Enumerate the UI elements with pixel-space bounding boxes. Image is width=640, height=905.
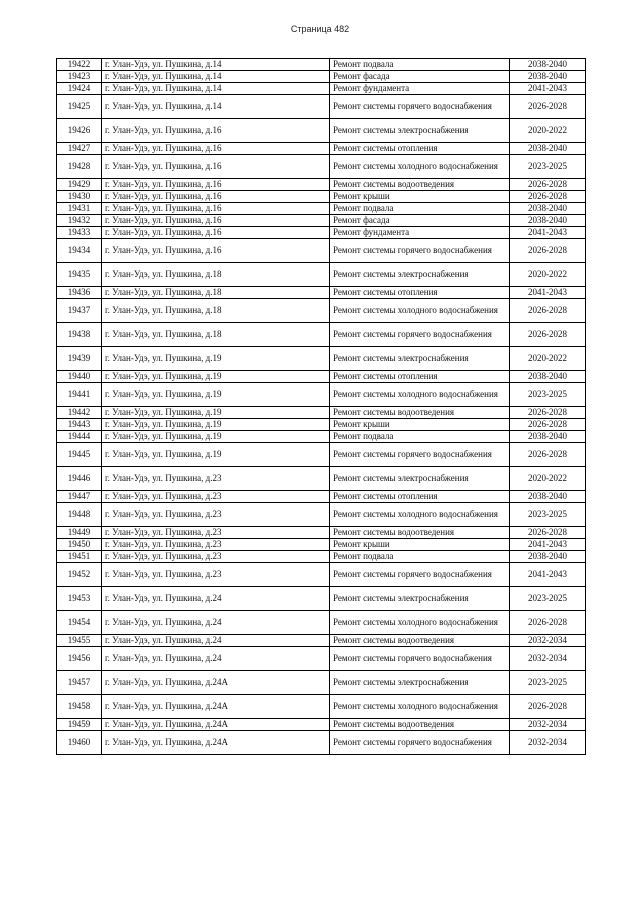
row-period: 2038-2040 [510, 431, 586, 443]
row-period: 2038-2040 [510, 203, 586, 215]
table-row [57, 719, 586, 731]
row-number: 19444 [57, 431, 102, 443]
row-period: 2020-2022 [510, 263, 586, 287]
table-row [57, 371, 586, 383]
row-number: 19435 [57, 263, 102, 287]
row-work-type: Ремонт подвала [330, 551, 510, 563]
row-work-type: Ремонт системы холодного водоснабжения [330, 611, 510, 635]
row-number: 19446 [57, 467, 102, 491]
row-work-type: Ремонт подвала [330, 203, 510, 215]
row-work-type: Ремонт крыши [330, 191, 510, 203]
row-work-type: Ремонт системы отопления [330, 371, 510, 383]
row-period: 2032-2034 [510, 635, 586, 647]
row-work-type: Ремонт фасада [330, 215, 510, 227]
row-address: г. Улан-Удэ, ул. Пушкина, д.18 [102, 323, 330, 347]
row-number: 19451 [57, 551, 102, 563]
row-period: 2026-2028 [510, 179, 586, 191]
row-number: 19454 [57, 611, 102, 635]
row-work-type: Ремонт системы горячего водоснабжения [330, 239, 510, 263]
table-row [57, 323, 586, 347]
row-address: г. Улан-Удэ, ул. Пушкина, д.18 [102, 263, 330, 287]
row-period: 2041-2043 [510, 563, 586, 587]
row-address: г. Улан-Удэ, ул. Пушкина, д.24 [102, 611, 330, 635]
table-row [57, 503, 586, 527]
table-row [57, 179, 586, 191]
row-address: г. Улан-Удэ, ул. Пушкина, д.16 [102, 155, 330, 179]
row-number: 19423 [57, 71, 102, 83]
row-period: 2032-2034 [510, 731, 586, 755]
row-address: г. Улан-Удэ, ул. Пушкина, д.14 [102, 83, 330, 95]
table-row [57, 407, 586, 419]
row-number: 19427 [57, 143, 102, 155]
row-address: г. Улан-Удэ, ул. Пушкина, д.16 [102, 203, 330, 215]
row-work-type: Ремонт системы горячего водоснабжения [330, 647, 510, 671]
row-address: г. Улан-Удэ, ул. Пушкина, д.19 [102, 431, 330, 443]
row-period: 2026-2028 [510, 191, 586, 203]
row-address: г. Улан-Удэ, ул. Пушкина, д.14 [102, 59, 330, 71]
table-row [57, 467, 586, 491]
row-work-type: Ремонт системы холодного водоснабжения [330, 383, 510, 407]
row-number: 19459 [57, 719, 102, 731]
table-row [57, 731, 586, 755]
row-address: г. Улан-Удэ, ул. Пушкина, д.24А [102, 719, 330, 731]
row-period: 2026-2028 [510, 95, 586, 119]
table-row [57, 443, 586, 467]
table-row [57, 59, 586, 71]
row-number: 19455 [57, 635, 102, 647]
row-address: г. Улан-Удэ, ул. Пушкина, д.23 [102, 527, 330, 539]
row-number: 19448 [57, 503, 102, 527]
row-number: 19437 [57, 299, 102, 323]
row-number: 19458 [57, 695, 102, 719]
row-period: 2026-2028 [510, 299, 586, 323]
table-row [57, 419, 586, 431]
row-period: 2041-2043 [510, 227, 586, 239]
row-work-type: Ремонт подвала [330, 59, 510, 71]
row-period: 2026-2028 [510, 419, 586, 431]
row-number: 19438 [57, 323, 102, 347]
row-period: 2026-2028 [510, 323, 586, 347]
row-work-type: Ремонт системы электроснабжения [330, 587, 510, 611]
row-work-type: Ремонт системы электроснабжения [330, 119, 510, 143]
table-row [57, 95, 586, 119]
row-number: 19440 [57, 371, 102, 383]
row-period: 2038-2040 [510, 551, 586, 563]
table-row [57, 431, 586, 443]
row-period: 2038-2040 [510, 491, 586, 503]
row-work-type: Ремонт системы горячего водоснабжения [330, 95, 510, 119]
row-address: г. Улан-Удэ, ул. Пушкина, д.23 [102, 539, 330, 551]
row-address: г. Улан-Удэ, ул. Пушкина, д.16 [102, 239, 330, 263]
row-address: г. Улан-Удэ, ул. Пушкина, д.23 [102, 491, 330, 503]
table-row [57, 287, 586, 299]
row-number: 19460 [57, 731, 102, 755]
row-address: г. Улан-Удэ, ул. Пушкина, д.23 [102, 503, 330, 527]
row-work-type: Ремонт крыши [330, 419, 510, 431]
table-row [57, 635, 586, 647]
row-number: 19457 [57, 671, 102, 695]
row-address: г. Улан-Удэ, ул. Пушкина, д.24 [102, 635, 330, 647]
table-row [57, 611, 586, 635]
row-work-type: Ремонт системы водоотведения [330, 179, 510, 191]
row-work-type: Ремонт системы водоотведения [330, 527, 510, 539]
row-period: 2023-2025 [510, 671, 586, 695]
row-number: 19441 [57, 383, 102, 407]
row-period: 2026-2028 [510, 527, 586, 539]
table-row [57, 119, 586, 143]
row-work-type: Ремонт фасада [330, 71, 510, 83]
table-row [57, 215, 586, 227]
row-number: 19430 [57, 191, 102, 203]
row-work-type: Ремонт системы водоотведения [330, 635, 510, 647]
row-address: г. Улан-Удэ, ул. Пушкина, д.18 [102, 287, 330, 299]
table-row [57, 143, 586, 155]
row-work-type: Ремонт системы горячего водоснабжения [330, 323, 510, 347]
row-address: г. Улан-Удэ, ул. Пушкина, д.19 [102, 443, 330, 467]
table-row [57, 299, 586, 323]
row-period: 2038-2040 [510, 215, 586, 227]
table-row [57, 203, 586, 215]
row-work-type: Ремонт системы холодного водоснабжения [330, 155, 510, 179]
table-row [57, 227, 586, 239]
row-period: 2038-2040 [510, 371, 586, 383]
row-work-type: Ремонт системы электроснабжения [330, 263, 510, 287]
row-work-type: Ремонт системы горячего водоснабжения [330, 443, 510, 467]
row-period: 2041-2043 [510, 83, 586, 95]
row-work-type: Ремонт системы холодного водоснабжения [330, 299, 510, 323]
row-number: 19426 [57, 119, 102, 143]
row-period: 2026-2028 [510, 695, 586, 719]
row-period: 2038-2040 [510, 71, 586, 83]
register-table-body [57, 59, 586, 755]
row-work-type: Ремонт системы электроснабжения [330, 467, 510, 491]
row-address: г. Улан-Удэ, ул. Пушкина, д.18 [102, 299, 330, 323]
row-number: 19456 [57, 647, 102, 671]
row-address: г. Улан-Удэ, ул. Пушкина, д.23 [102, 551, 330, 563]
row-address: г. Улан-Удэ, ул. Пушкина, д.23 [102, 467, 330, 491]
table-row [57, 155, 586, 179]
row-work-type: Ремонт системы электроснабжения [330, 347, 510, 371]
row-address: г. Улан-Удэ, ул. Пушкина, д.19 [102, 347, 330, 371]
row-address: г. Улан-Удэ, ул. Пушкина, д.16 [102, 119, 330, 143]
row-address: г. Улан-Удэ, ул. Пушкина, д.24А [102, 731, 330, 755]
row-work-type: Ремонт системы водоотведения [330, 719, 510, 731]
row-number: 19422 [57, 59, 102, 71]
row-number: 19432 [57, 215, 102, 227]
table-row [57, 191, 586, 203]
row-number: 19445 [57, 443, 102, 467]
row-period: 2023-2025 [510, 155, 586, 179]
row-address: г. Улан-Удэ, ул. Пушкина, д.19 [102, 407, 330, 419]
table-row [57, 587, 586, 611]
row-period: 2041-2043 [510, 287, 586, 299]
row-number: 19450 [57, 539, 102, 551]
table-row [57, 647, 586, 671]
row-address: г. Улан-Удэ, ул. Пушкина, д.24А [102, 695, 330, 719]
row-address: г. Улан-Удэ, ул. Пушкина, д.19 [102, 371, 330, 383]
row-work-type: Ремонт системы отопления [330, 287, 510, 299]
row-work-type: Ремонт системы холодного водоснабжения [330, 695, 510, 719]
row-work-type: Ремонт подвала [330, 431, 510, 443]
row-address: г. Улан-Удэ, ул. Пушкина, д.14 [102, 71, 330, 83]
row-address: г. Улан-Удэ, ул. Пушкина, д.24 [102, 587, 330, 611]
row-work-type: Ремонт системы электроснабжения [330, 671, 510, 695]
row-number: 19453 [57, 587, 102, 611]
row-number: 19452 [57, 563, 102, 587]
register-table [56, 58, 586, 755]
table-row [57, 551, 586, 563]
table-row [57, 239, 586, 263]
row-address: г. Улан-Удэ, ул. Пушкина, д.24 [102, 647, 330, 671]
row-period: 2041-2043 [510, 539, 586, 551]
row-address: г. Улан-Удэ, ул. Пушкина, д.16 [102, 143, 330, 155]
row-number: 19429 [57, 179, 102, 191]
table-row [57, 491, 586, 503]
row-work-type: Ремонт крыши [330, 539, 510, 551]
row-period: 2038-2040 [510, 59, 586, 71]
row-work-type: Ремонт системы отопления [330, 491, 510, 503]
row-period: 2020-2022 [510, 467, 586, 491]
row-number: 19434 [57, 239, 102, 263]
row-work-type: Ремонт системы холодного водоснабжения [330, 503, 510, 527]
row-work-type: Ремонт системы горячего водоснабжения [330, 563, 510, 587]
row-period: 2032-2034 [510, 647, 586, 671]
row-address: г. Улан-Удэ, ул. Пушкина, д.16 [102, 227, 330, 239]
row-number: 19439 [57, 347, 102, 371]
row-address: г. Улан-Удэ, ул. Пушкина, д.23 [102, 563, 330, 587]
table-row [57, 71, 586, 83]
row-work-type: Ремонт системы отопления [330, 143, 510, 155]
row-period: 2032-2034 [510, 719, 586, 731]
row-work-type: Ремонт фундамента [330, 83, 510, 95]
row-period: 2026-2028 [510, 407, 586, 419]
row-number: 19428 [57, 155, 102, 179]
row-period: 2023-2025 [510, 503, 586, 527]
row-work-type: Ремонт системы водоотведения [330, 407, 510, 419]
row-number: 19431 [57, 203, 102, 215]
row-number: 19425 [57, 95, 102, 119]
row-period: 2020-2022 [510, 347, 586, 371]
row-number: 19436 [57, 287, 102, 299]
row-number: 19443 [57, 419, 102, 431]
row-number: 19433 [57, 227, 102, 239]
row-number: 19447 [57, 491, 102, 503]
row-number: 19449 [57, 527, 102, 539]
row-period: 2026-2028 [510, 443, 586, 467]
row-address: г. Улан-Удэ, ул. Пушкина, д.19 [102, 419, 330, 431]
row-period: 2023-2025 [510, 587, 586, 611]
table-row [57, 539, 586, 551]
row-period: 2023-2025 [510, 383, 586, 407]
row-number: 19424 [57, 83, 102, 95]
row-work-type: Ремонт фундамента [330, 227, 510, 239]
row-address: г. Улан-Удэ, ул. Пушкина, д.16 [102, 215, 330, 227]
table-row [57, 347, 586, 371]
row-work-type: Ремонт системы горячего водоснабжения [330, 731, 510, 755]
row-address: г. Улан-Удэ, ул. Пушкина, д.14 [102, 95, 330, 119]
table-row [57, 383, 586, 407]
table-row [57, 263, 586, 287]
row-period: 2038-2040 [510, 143, 586, 155]
row-address: г. Улан-Удэ, ул. Пушкина, д.16 [102, 191, 330, 203]
row-address: г. Улан-Удэ, ул. Пушкина, д.16 [102, 179, 330, 191]
table-row [57, 671, 586, 695]
table-row [57, 563, 586, 587]
row-number: 19442 [57, 407, 102, 419]
table-row [57, 695, 586, 719]
table-row [57, 527, 586, 539]
row-address: г. Улан-Удэ, ул. Пушкина, д.24А [102, 671, 330, 695]
table-row [57, 83, 586, 95]
page-header: Страница 482 [290, 24, 350, 34]
row-address: г. Улан-Удэ, ул. Пушкина, д.19 [102, 383, 330, 407]
row-period: 2026-2028 [510, 239, 586, 263]
row-period: 2026-2028 [510, 611, 586, 635]
row-period: 2020-2022 [510, 119, 586, 143]
